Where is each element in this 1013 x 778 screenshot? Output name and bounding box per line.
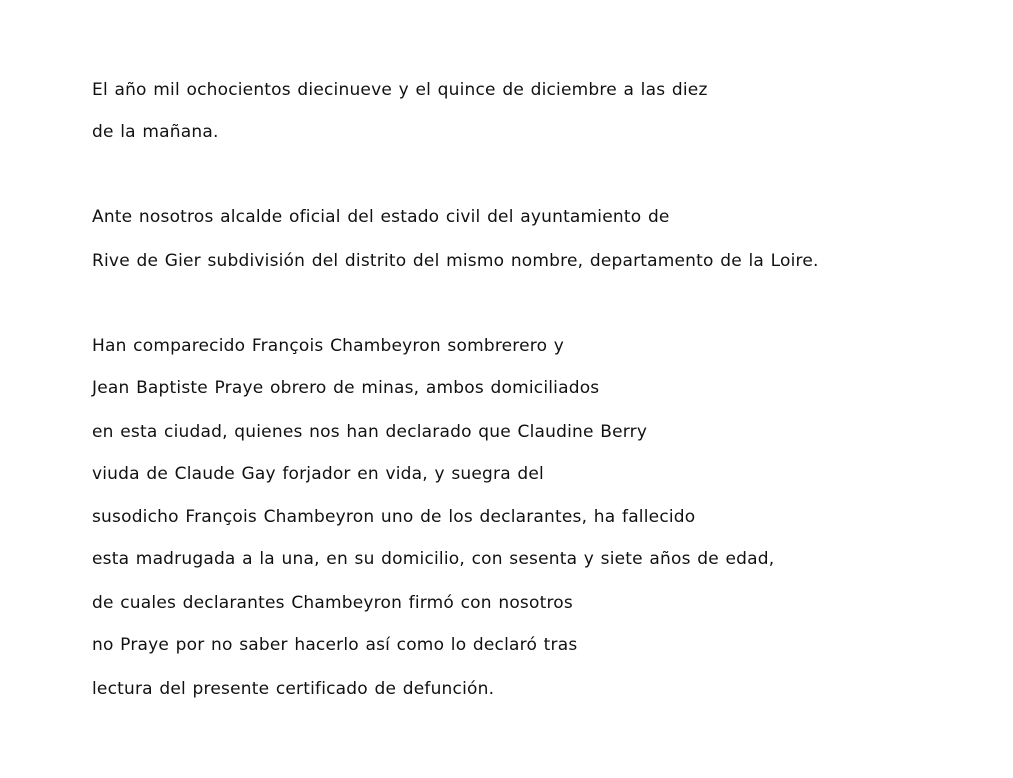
paragraph-3-line-8: no Praye por no saber hacerlo así como lo declaró tras	[92, 635, 578, 655]
paragraph-3-line-6: esta madrugada a la una, en su domicilio, con sesenta y siete años de edad,	[92, 549, 775, 569]
paragraph-2-line-1: Ante nosotros alcalde oficial del estado civil del ayuntamiento de	[92, 207, 670, 227]
paragraph-3-line-7: de cuales declarantes Chambeyron firmó con nosotros	[92, 593, 573, 613]
paragraph-3-line-5: susodicho François Chambeyron uno de los declarantes, ha fallecido	[92, 507, 696, 527]
paragraph-2-line-2: Rive de Gier subdivisión del distrito del mismo nombre, departamento de la Loire.	[92, 251, 819, 271]
paragraph-3-line-1: Han comparecido François Chambeyron sombrerero y	[92, 336, 565, 356]
paragraph-3-line-2: Jean Baptiste Praye obrero de minas, ambos domiciliados	[92, 378, 600, 398]
paragraph-3-line-3: en esta ciudad, quienes nos han declarado que Claudine Berry	[92, 422, 648, 442]
paragraph-3-line-4: viuda de Claude Gay forjador en vida, y suegra del	[92, 464, 544, 484]
document-body	[92, 0, 992, 778]
paragraph-3-line-9: lectura del presente certificado de defunción.	[92, 679, 495, 699]
paragraph-1-line-1: El año mil ochocientos diecinueve y el quince de diciembre a las diez	[92, 80, 708, 100]
paragraph-1-line-2: de la mañana.	[92, 122, 219, 142]
